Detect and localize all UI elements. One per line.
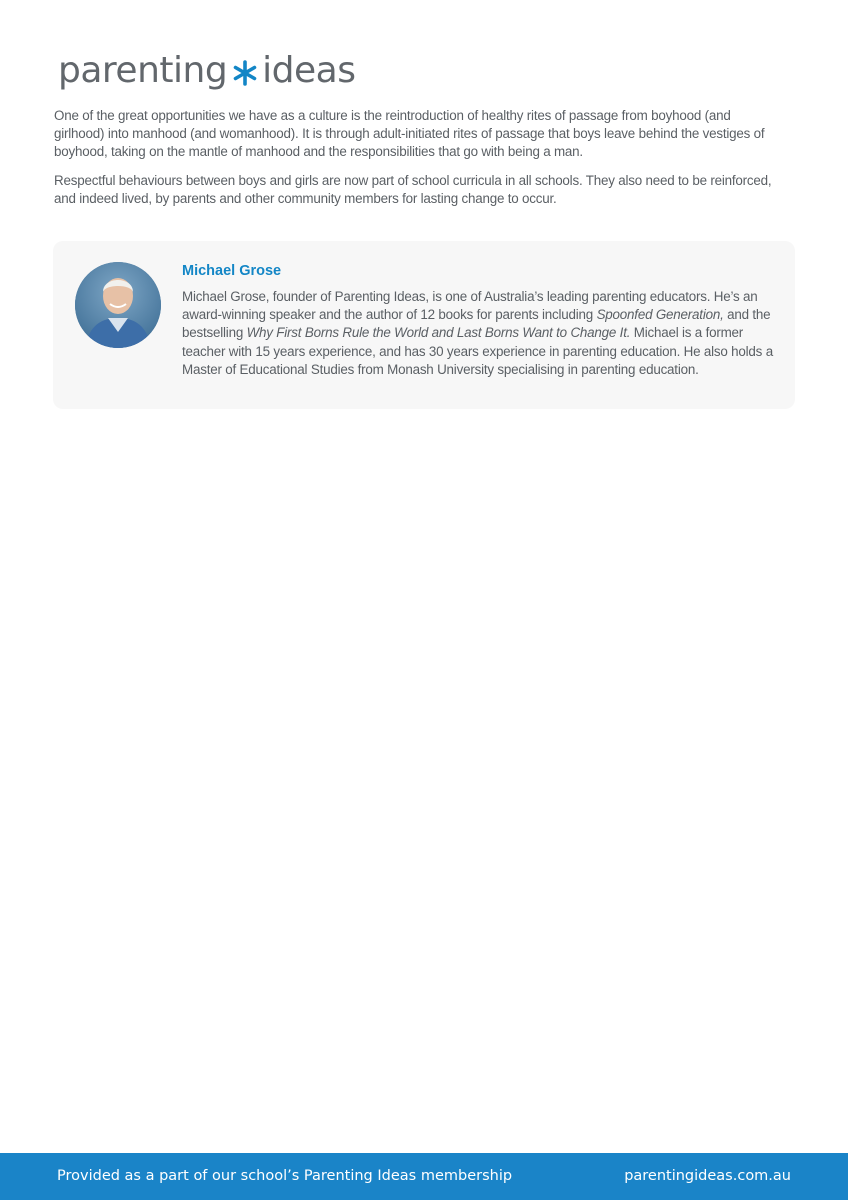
- book-title: Why First Borns Rule the World and Last Borns Want to Change It.: [246, 325, 631, 341]
- asterisk-star-icon: [231, 59, 259, 87]
- footer-bar: [0, 1153, 848, 1200]
- logo-word-parenting: parenting: [58, 50, 228, 91]
- author-bio-text: Michael Grose, founder of Parenting Ideas, is one of Australia’s leading parenting educators. He’s an award-winning speaker and the author of 12 books for parents including: [182, 289, 758, 323]
- article-body: [54, 107, 776, 218]
- book-title: Spoonfed Generation,: [596, 307, 724, 323]
- article-paragraph: One of the great opportunities we have as a culture is the reintroduction of healthy rites of passage from boyhood (and girlhood) into manhood (and womanhood). It is through adult-initiated rites of passage that boys leave behind the vestiges of boyhood, taking on the mantle of manhood and the responsibilities that go with being a man.: [54, 108, 765, 160]
- author-bio: [182, 288, 777, 379]
- parenting-ideas-logo: [58, 48, 356, 94]
- author-name: Michael Grose: [182, 263, 282, 279]
- author-bio-text: Michael is a former teacher with 15 years experience, and has 30 years experience in parenting education. He also holds a Master of Educational Studies from Monash University specialising in parenting education.: [182, 325, 773, 377]
- author-card: [53, 241, 795, 409]
- author-bio-text: and the bestselling: [182, 307, 771, 341]
- article-paragraph: Respectful behaviours between boys and girls are now part of school curricula in all schools. They also need to be reinforced, and indeed lived, by parents and other community members for lasting change to occur.: [54, 172, 772, 206]
- website-link[interactable]: parentingideas.com.au: [624, 1168, 791, 1184]
- author-photo: [75, 262, 161, 348]
- membership-note: Provided as a part of our school’s Parenting Ideas membership: [57, 1168, 513, 1184]
- logo-word-ideas: ideas: [262, 50, 356, 91]
